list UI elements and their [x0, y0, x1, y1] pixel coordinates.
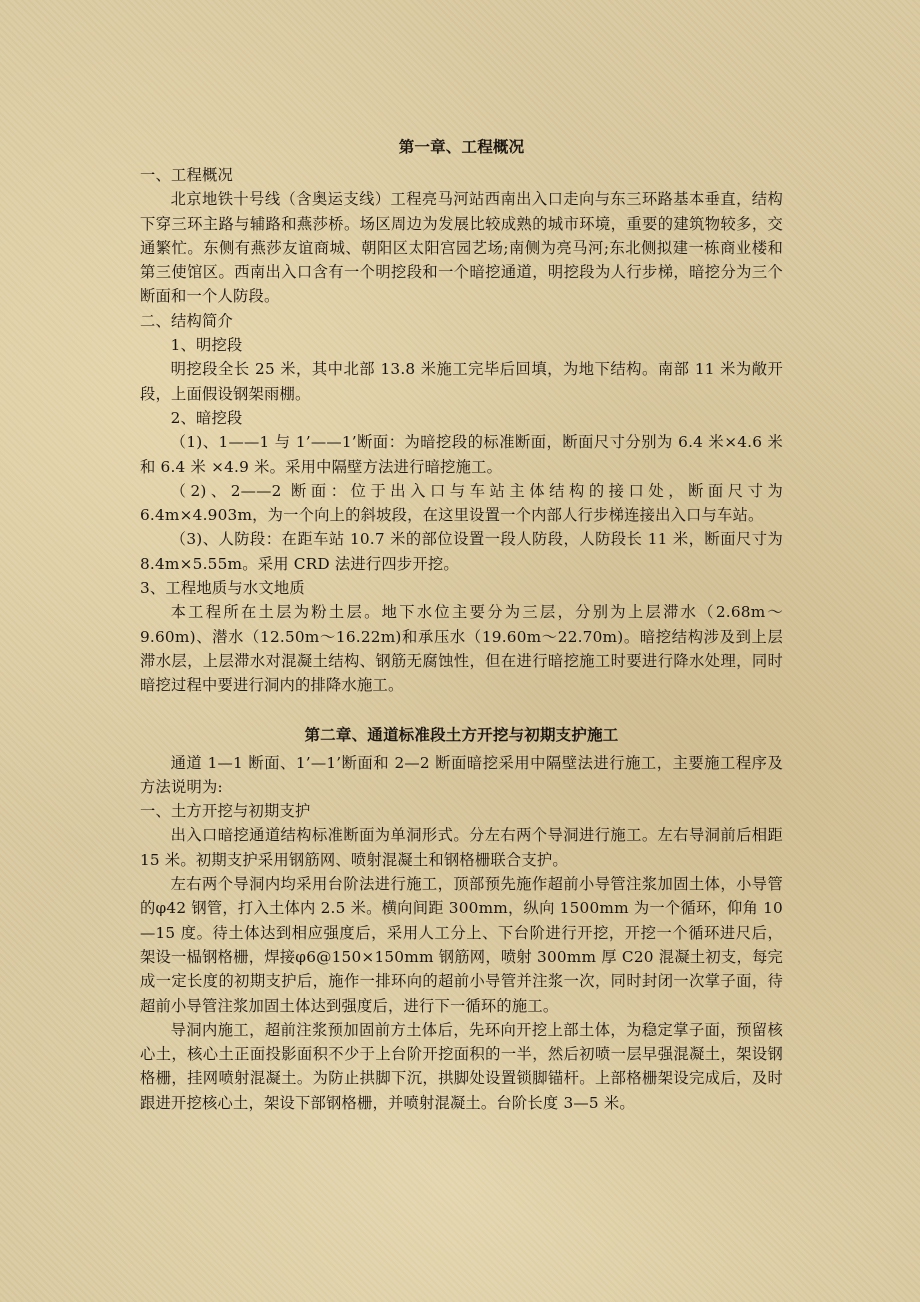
paragraph-chapter-2-intro: 通道 1—1 断面、1’—1’断面和 2—2 断面暗挖采用中隔壁法进行施工，主要施工程序及方法说明为:	[140, 753, 783, 796]
paragraph-project-overview: 北京地铁十号线（含奥运支线）工程亮马河站西南出入口走向与东三环路基本垂直，结构下穿三环主路与辅路和燕莎桥。场区周边为发展比较成熟的城市环境，重要的建筑物较多，交通繁忙。东侧有燕莎友谊商城、朝阳区太阳宫园艺场;南侧为亮马河;东北侧拟建一栋商业楼和第三使馆区。西南出入口含有一个明挖段和一个暗挖通道，明挖段为人行步梯，暗挖分为三个断面和一个人防段。	[140, 190, 783, 306]
chapter-1-title: 第一章、工程概况	[398, 137, 525, 156]
paragraph-excavation-3: 导洞内施工，超前注浆预加固前方土体后，先环向开挖上部土体，为稳定掌子面，预留核心土，核心土正面投影面积不少于上台阶开挖面积的一半，然后初喷一层早强混凝土，架设钢格栅，挂网喷射混凝土。为防止拱脚下沉，拱脚处设置锁脚锚杆。上部格栅架设完成后，及时跟进开挖核心土，架设下部钢格栅，并喷射混凝土。台阶长度 3—5 米。	[140, 1020, 783, 1112]
paragraph-excavation-1: 出入口暗挖通道结构标准断面为单洞形式。分左右两个导洞进行施工。左右导洞前后相距 15 米。初期支护采用钢筋网、喷射混凝土和钢格栅联合支护。	[140, 826, 783, 869]
subheading-open-cut: 1、明挖段	[170, 336, 243, 355]
chapter-2-title: 第二章、通道标准段土方开挖与初期支护施工	[304, 724, 619, 744]
paragraph-excavation-2: 左右两个导洞内均采用台阶法进行施工，顶部预先施作超前小导管注浆加固土体，小导管的φ42 钢管，打入土体内 2.5 米。横向间距 300mm，纵向 1500mm 为一个循环，仰角 10—15 度。待土体达到相应强度后，采用人工分上、下台阶进行开挖，开挖一个循环进尺后，架设一榀钢格栅，焊接φ6@150×150mm 钢筋网，喷射 300mm 厚 C20 混凝土初支，每完成一定长度的初期支护后，施作一排环向的超前小导管并注浆一次，同时封闭一次掌子面，待超前小导管注浆加固土体达到强度后，进行下一循环的施工。	[140, 875, 783, 1015]
section-heading-excavation: 一、土方开挖与初期支护	[140, 802, 311, 821]
paragraph-open-cut: 明挖段全长 25 米，其中北部 13.8 米施工完毕后回填，为地下结构。南部 11 米为敞开段，上面假设钢架雨棚。	[140, 360, 783, 403]
subheading-mined-section: 2、暗挖段	[170, 408, 243, 427]
paragraph-civil-defense: （3)、人防段：在距车站 10.7 米的部位设置一段人防段，人防段长 11 米，断面尺寸为 8.4m×5.55m。采用 CRD 法进行四步开挖。	[140, 530, 783, 573]
paragraph-section-2-2: （2)、2——2 断面：位于出入口与车站主体结构的接口处，断面尺寸为 6.4m×4.903m，为一个向上的斜坡段，在这里设置一个内部人行步梯连接出入口与车站。	[140, 481, 783, 525]
paragraph-geology: 本工程所在土层为粉土层。地下水位主要分为三层，分别为上层滞水（2.68m～9.60m)、潜水（12.50m～16.22m)和承压水（19.60m～22.70m)。暗挖结构涉及到上层滞水层，上层滞水对混凝土结构、钢筋无腐蚀性，但在进行暗挖施工时要进行降水处理，同时暗挖过程中要进行洞内的排降水施工。	[140, 603, 783, 695]
document-body	[140, 131, 783, 1115]
section-heading-geology: 3、工程地质与水文地质	[140, 579, 305, 598]
section-heading-structure: 二、结构简介	[140, 311, 233, 330]
paragraph-section-1-1: （1)、1——1 与 1’——1’断面：为暗挖段的标准断面，断面尺寸分别为 6.4 米×4.6 米和 6.4 米 ×4.9 米。采用中隔壁方法进行暗挖施工。	[140, 433, 783, 476]
section-heading-project-overview: 一、工程概况	[140, 166, 233, 184]
